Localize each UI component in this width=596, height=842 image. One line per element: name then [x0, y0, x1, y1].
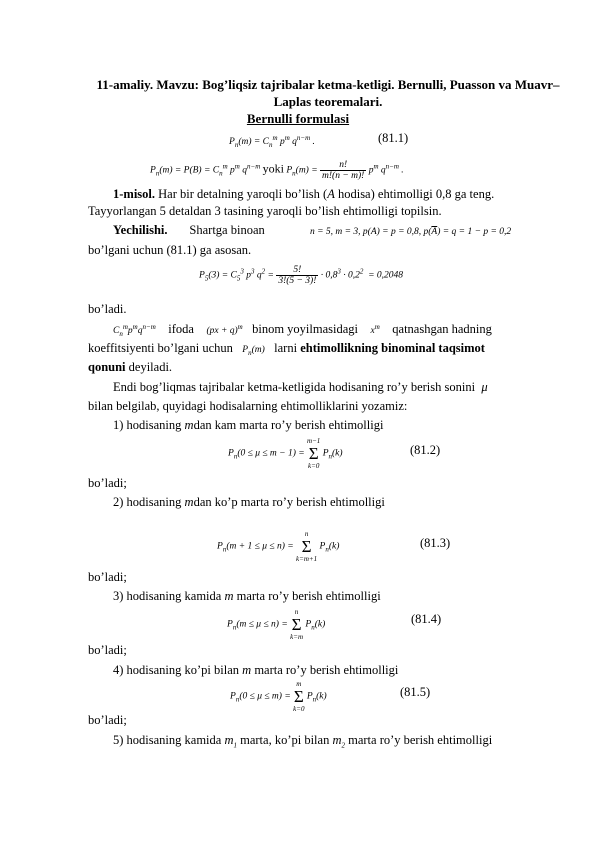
boladi-3: bo’ladi; [88, 570, 127, 584]
formula-tag-81-4: (81.4) [411, 612, 442, 626]
page-title: 11-amaliy. Mavzu: Bog’liqsiz tajribalar ketma-ketligi. Bernulli, Puasson va Muavr–Laplas teoremalari. [96, 77, 560, 109]
coef-text-6: deyiladi. [128, 360, 173, 374]
item-1: 1) hodisaning mdan kam marta ro’y berish ehtimolligi [113, 418, 384, 432]
coef-bold-1: ehtimollikning binominal taqsimot [300, 341, 485, 355]
item-1-text: 1) hodisaning [113, 418, 182, 432]
item-3-text-b: marta ro’y berish ehtimolligi [236, 589, 381, 603]
formula-81-2: $P_n(0 \le \mu \le m - 1)$ = m−1 Σ k=0 $P_n(k)$ [228, 437, 343, 470]
endi-line-2: bilan belgilab, quyidagi hodisalarning ehtimolliklarini yozamiz: [88, 399, 408, 413]
item-5-text-c: marta ro’y berish ehtimolligi [348, 733, 493, 747]
example-computation: $P_5(3) = C_5^3$ $p^3$ $q^2$ = $\frac{5!}{3!(5 - 3)!}$ · $0,8^3 \cdot 0,2^2 = 0,2048$ [199, 265, 404, 286]
solution-label: Yechilishi. [113, 223, 168, 237]
item-2-text: 2) hodisaning [113, 495, 182, 509]
section-heading: Bernulli formulasi [246, 111, 350, 126]
boladi-1: bo’ladi. [88, 302, 127, 316]
coef-text-1: ifoda [168, 322, 194, 336]
coef-text-2: binom yoyilmasidagi [252, 322, 358, 336]
coefficient-line-2: koeffitsiyenti bo’lgani uchun $P_n(m)$ larni ehtimollikning binominal taqsimot [88, 341, 485, 357]
coef-bold-2: qonuni [88, 360, 126, 374]
example-line-2: Tayyorlangan 5 detaldan 3 tasining yaroqli bo’lish ehtimolligi topilsin. [88, 204, 442, 218]
item-3: 3) hodisaning kamida m marta ro’y berish ehtimolligi [113, 589, 381, 603]
item-3-text: 3) hodisaning kamida [113, 589, 222, 603]
coefficient-line-3 [88, 360, 172, 375]
item-2: 2) hodisaning mdan ko’p marta ro’y berish ehtimolligi [113, 495, 385, 509]
item-4-text: 4) hodisaning ko’pi bilan [113, 663, 240, 677]
coef-text-3: qatnashgan hadning [392, 322, 492, 336]
formula-bernoulli-alt: $P_n(m) = P(B) = C_n^m$ $p^m$ $q^{n-m}$ yoki $P_n(m)$ = $\frac{n!}{m!(n - m)!}$ $p^m$ $q^{n-m}$ . [150, 160, 404, 181]
formula-81-1: $P_n(m) = C_n^m$ $p^m$ $q^{n-m}$ . [229, 134, 315, 150]
formula-tag-81-1: (81.1) [378, 131, 409, 145]
example-paragraph [88, 185, 540, 203]
item-4: 4) hodisaning ko’pi bilan m marta ro’y berish ehtimolligi [113, 663, 399, 677]
coef-text-5: larni [274, 341, 298, 355]
endi-line-1: Endi bog’liqmas tajribalar ketma-ketligida hodisaning ro’y berish sonini μ [113, 380, 488, 394]
formula-word-yoki: yoki [262, 161, 284, 176]
boladi-5: bo’ladi; [88, 713, 127, 727]
solution-line-2: bo’lgani uchun (81.1) ga asosan. [88, 243, 252, 257]
endi-text-1: Endi bog’liqmas tajribalar ketma-ketligida hodisaning ro’y berish sonini [113, 380, 476, 394]
item-5-text: 5) hodisaning kamida [113, 733, 222, 747]
solution-line [113, 223, 265, 238]
event-a: A [327, 187, 335, 201]
solution-formula: n = 5, m = 3, p(A) = p = 0,8, $p(\overline{A}) = q = 1 - p = 0,2$ [310, 227, 512, 237]
item-2-text-b: dan ko’p marta ro’y berish ehtimolligi [193, 495, 385, 509]
coefficient-line-1: $C_n^mp^mq^{n-m}$ ifoda (px + q)$^m$ binom yoyilmasidagi $x^m$ qatnashgan hadning [113, 322, 492, 338]
item-5: 5) hodisaning kamida $m_1$ marta, ko’pi bilan $m_2$ marta ro’y berish ehtimolligi [113, 733, 493, 750]
item-1-text-b: dan kam marta ro’y berish ehtimolligi [193, 418, 384, 432]
item-5-text-b: marta, ko’pi bilan [240, 733, 330, 747]
formula-tag-81-3: (81.3) [420, 536, 451, 550]
example-text-1: Har bir detalning yaroqli bo’lish ( [158, 187, 328, 201]
example-text-2: hodisa) ehtimolligi 0,8 ga teng. [337, 187, 495, 201]
formula-81-3: $P_n(m + 1 \le \mu \le n)$ = n Σ k=m+1 $P_n(k)$ [217, 530, 340, 563]
boladi-2: bo’ladi; [88, 476, 127, 490]
boladi-4: bo’ladi; [88, 643, 127, 657]
example-label: 1-misol. [113, 187, 156, 201]
formula-81-4: $P_n(m \le \mu \le n)$ = n Σ k=m $P_n(k)$ [227, 608, 326, 641]
formula-tag-81-5: (81.5) [400, 685, 431, 699]
solution-text: Shartga binoan [189, 223, 265, 237]
coef-text-4: koeffitsiyenti bo’lgani uchun [88, 341, 233, 355]
formula-tag-81-2: (81.2) [410, 443, 441, 457]
item-4-text-b: marta ro’y berish ehtimolligi [254, 663, 399, 677]
formula-81-5: $P_n(0 \le \mu \le m)$ = m Σ k=0 $P_n(k)$ [230, 680, 327, 713]
